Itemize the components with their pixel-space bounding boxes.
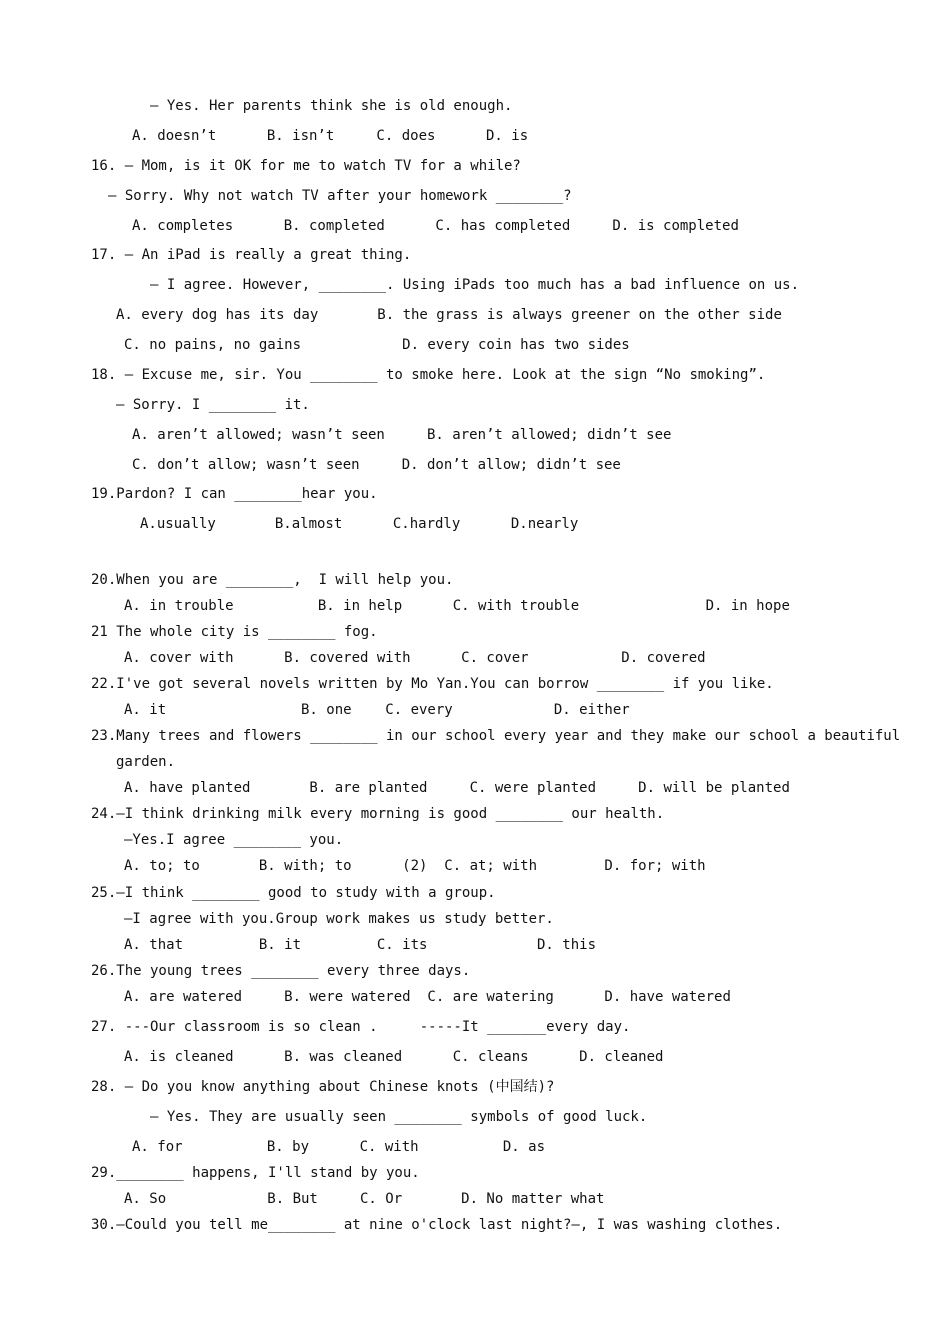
text-line: — Sorry. Why not watch TV after your homework ________?: [108, 188, 572, 204]
text-line: 29.________ happens, I'll stand by you.: [91, 1165, 420, 1181]
text-line: 25.—I think ________ good to study with a group.: [91, 885, 496, 901]
text-line: A. that B. it C. its D. this: [124, 937, 597, 953]
text-line: 16. — Mom, is it OK for me to watch TV for a while?: [91, 158, 521, 174]
text-line: A. completes B. completed C. has completed D. is completed: [132, 218, 739, 234]
text-line: A. in trouble B. in help C. with trouble D. in hope: [124, 598, 790, 614]
text-line: 20.When you are ________, I will help you.: [91, 572, 454, 588]
text-line: 26.The young trees ________ every three days.: [91, 963, 471, 979]
text-line: 22.I've got several novels written by Mo Yan.You can borrow ________ if you like.: [91, 676, 774, 692]
text-line: A.usually B.almost C.hardly D.nearly: [140, 516, 579, 532]
text-line: A. every dog has its day B. the grass is always greener on the other side: [116, 307, 782, 323]
text-line: garden.: [116, 754, 176, 770]
text-line: A. are watered B. were watered C. are watering D. have watered: [124, 989, 731, 1005]
text-line: A. doesn’t B. isn’t C. does D. is: [132, 128, 529, 144]
text-line: A. is cleaned B. was cleaned C. cleans D. cleaned: [124, 1049, 664, 1065]
text-line: 21 The whole city is ________ fog.: [91, 624, 378, 640]
text-line: 28. — Do you know anything about Chinese knots (中国结)?: [91, 1079, 555, 1095]
text-line: 30.—Could you tell me________ at nine o'clock last night?—, I was washing clothes.: [91, 1217, 783, 1233]
text-line: A. to; to B. with; to (2) C. at; with D. for; with: [124, 858, 706, 874]
text-line: C. no pains, no gains D. every coin has two sides: [124, 337, 630, 353]
text-line: A. So B. But C. Or D. No matter what: [124, 1191, 605, 1207]
text-line: —Yes.I agree ________ you.: [124, 832, 344, 848]
text-line: A. have planted B. are planted C. were planted D. will be planted: [124, 780, 790, 796]
text-line: 18. — Excuse me, sir. You ________ to smoke here. Look at the sign “No smoking”.: [91, 367, 766, 383]
text-line: —I agree with you.Group work makes us study better.: [124, 911, 554, 927]
text-line: 19.Pardon? I can ________hear you.: [91, 486, 378, 502]
text-line: 24.—I think drinking milk every morning is good ________ our health.: [91, 806, 665, 822]
text-line: — Yes. Her parents think she is old enough.: [150, 98, 513, 114]
text-line: — Sorry. I ________ it.: [116, 397, 310, 413]
text-line: A. cover with B. covered with C. cover D. covered: [124, 650, 706, 666]
text-line: C. don’t allow; wasn’t seen D. don’t allow; didn’t see: [132, 457, 621, 473]
text-line: A. it B. one C. every D. either: [124, 702, 630, 718]
text-line: 17. — An iPad is really a great thing.: [91, 247, 412, 263]
text-line: A. aren’t allowed; wasn’t seen B. aren’t allowed; didn’t see: [132, 427, 672, 443]
text-line: A. for B. by C. with D. as: [132, 1139, 546, 1155]
text-line: — I agree. However, ________. Using iPads too much has a bad influence on us.: [150, 277, 800, 293]
text-line: — Yes. They are usually seen ________ symbols of good luck.: [150, 1109, 648, 1125]
text-line: 23.Many trees and flowers ________ in our school every year and they make our school a beautiful: [91, 728, 901, 744]
text-line: 27. ---Our classroom is so clean . -----It _______every day.: [91, 1019, 631, 1035]
